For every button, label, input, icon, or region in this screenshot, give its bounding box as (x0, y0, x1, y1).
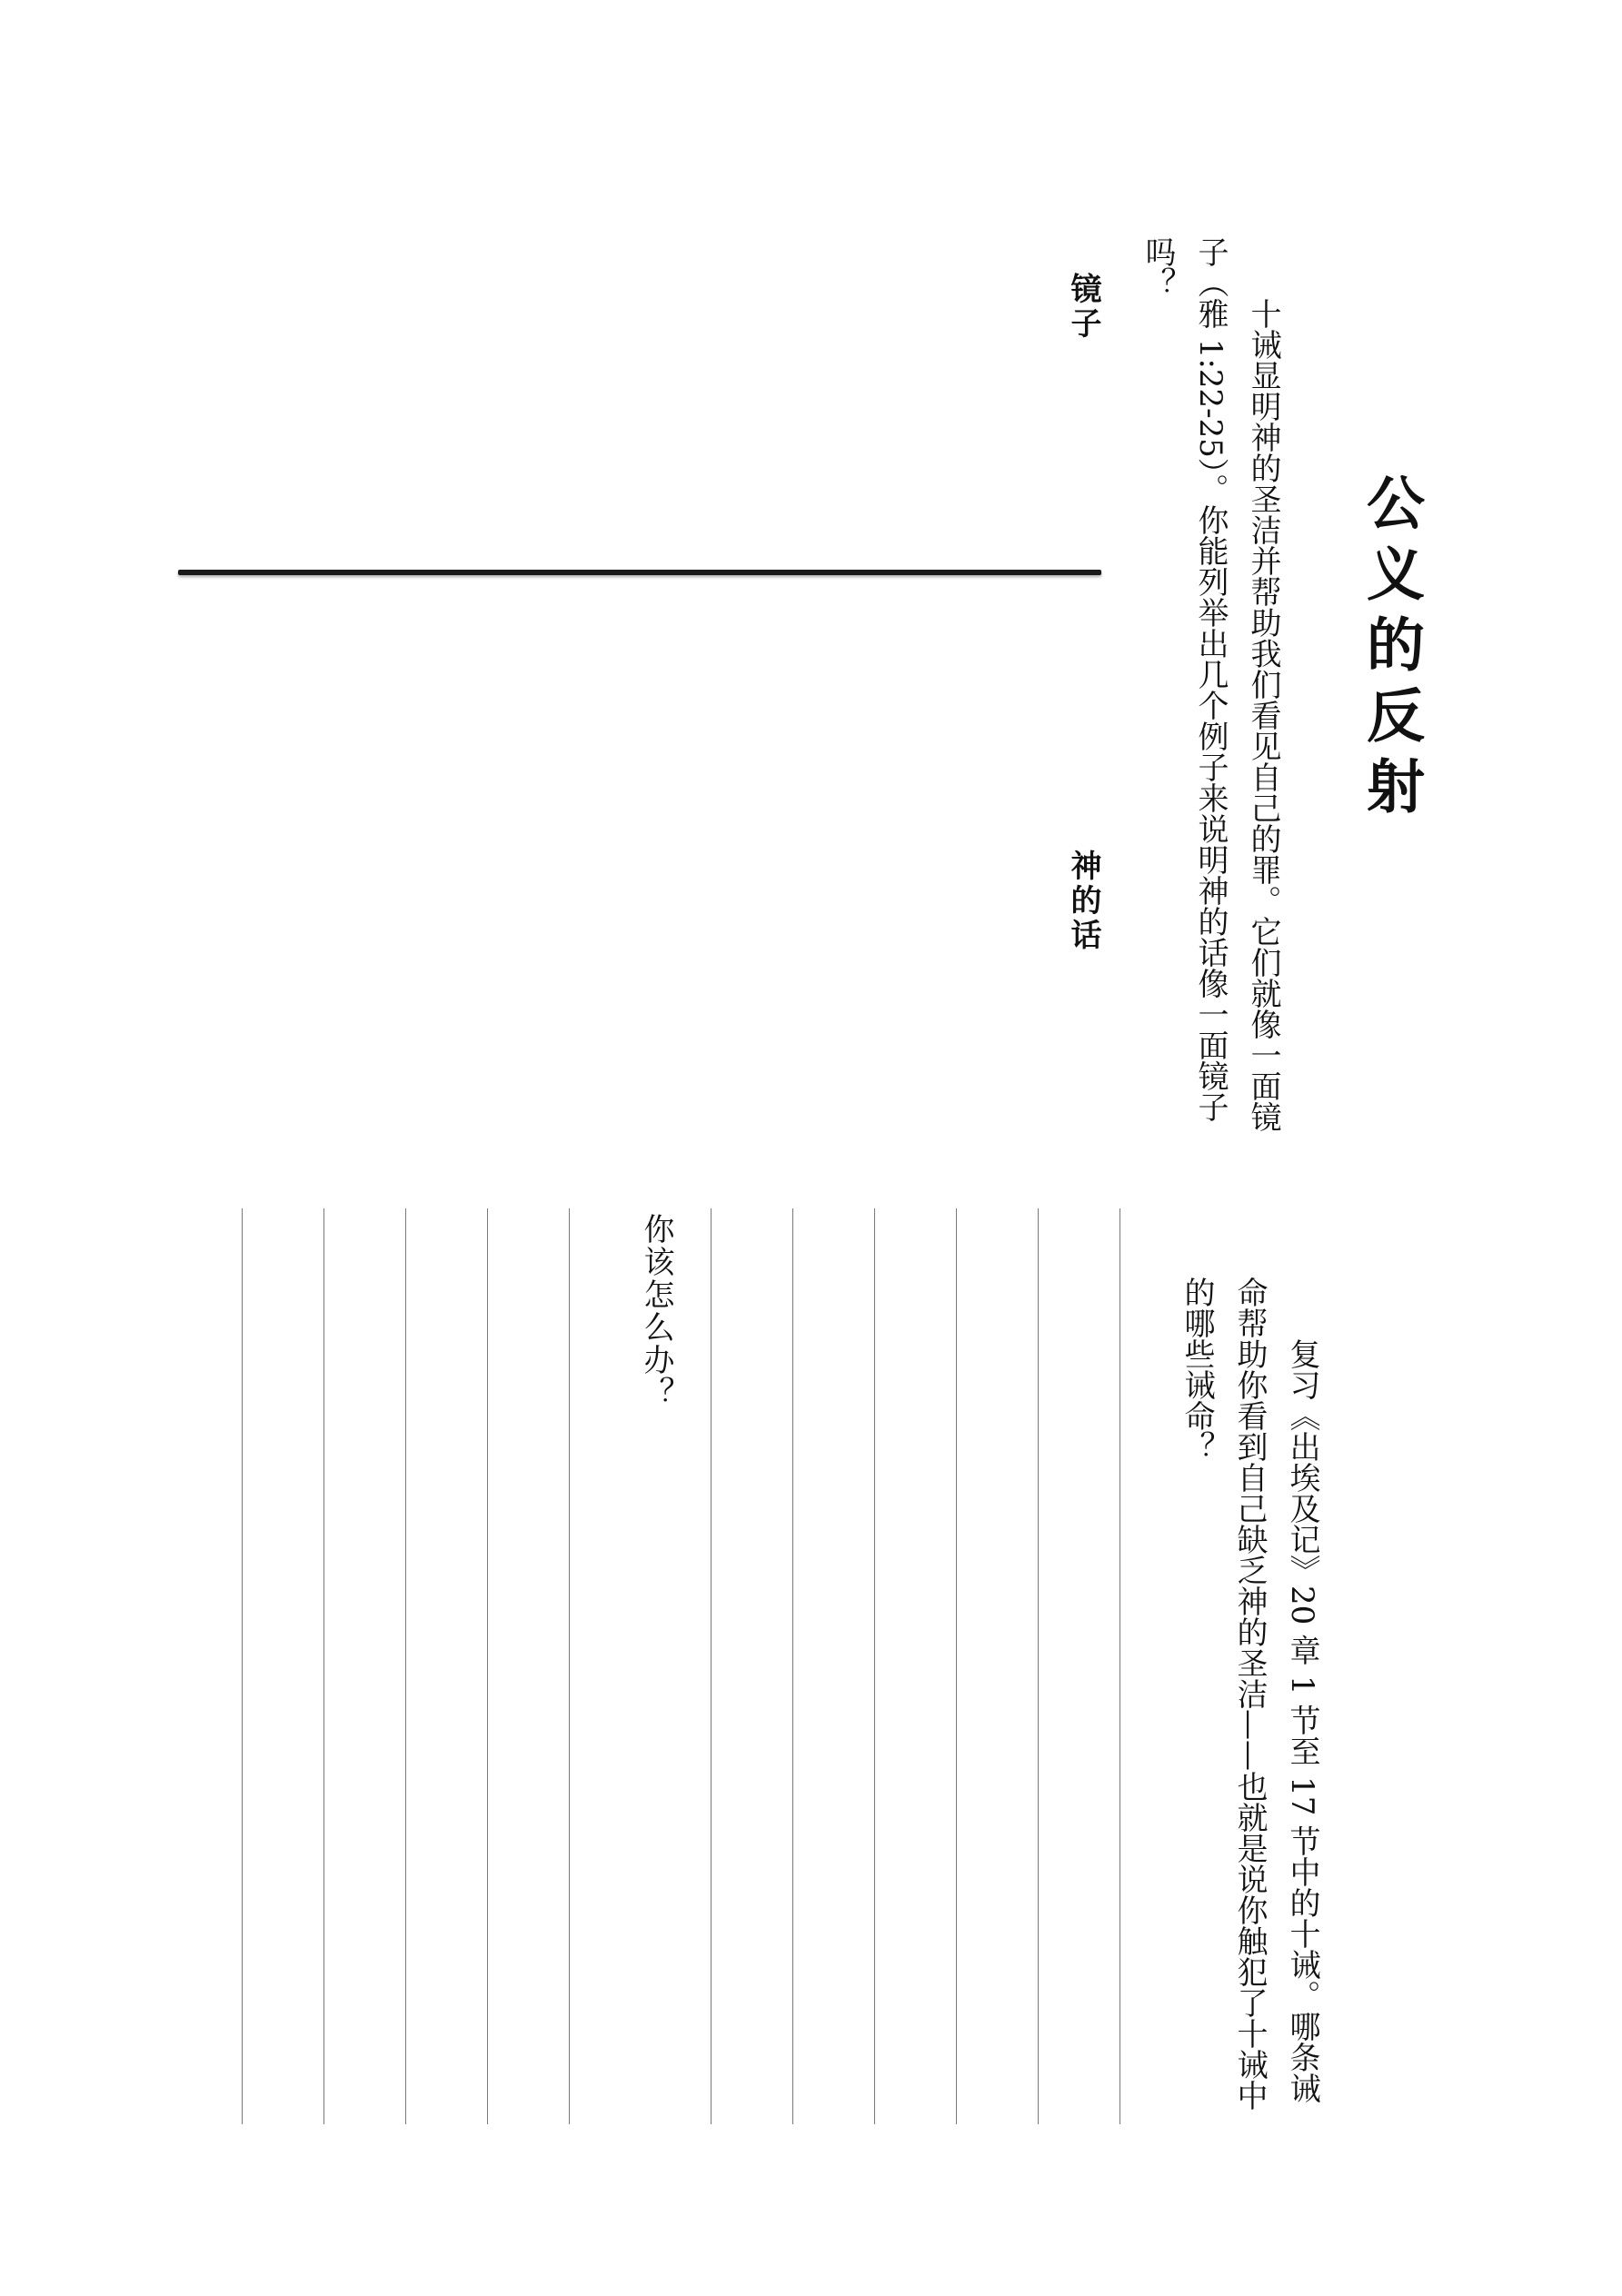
page-title: 公义的反射 (1357, 472, 1425, 827)
intro-paragraph: 十诫显明神的圣洁并帮助我们看见自己的罪。它们就像一面镜子（雅 1:22-25）。你能列举出几个例子来说明神的话像一面镜子吗？ (1139, 236, 1281, 1132)
writing-line[interactable] (1119, 1208, 1120, 2124)
writing-line[interactable] (792, 1208, 793, 2124)
review-paragraph: 复习《出埃及记》20 章 1 节至 17 节中的十诫。哪条诫命帮助你看到自己缺乏神的圣洁——也就是说你触犯了十诫中的哪些诫命？ (1179, 1277, 1320, 2111)
writing-line[interactable] (405, 1208, 406, 2124)
mirror-label: 镜子 (1065, 273, 1101, 342)
writing-line[interactable] (487, 1208, 488, 2124)
writing-line[interactable] (874, 1208, 875, 2124)
writing-line[interactable] (242, 1208, 243, 2124)
question-prompt: 你该怎么办？ (638, 1213, 674, 1409)
writing-line[interactable] (1038, 1208, 1039, 2124)
writing-line[interactable] (323, 1208, 324, 2124)
comparison-divider (178, 570, 1101, 575)
gods-word-label: 神的话 (1065, 850, 1101, 953)
writing-line[interactable] (956, 1208, 957, 2124)
writing-line[interactable] (569, 1208, 570, 2124)
